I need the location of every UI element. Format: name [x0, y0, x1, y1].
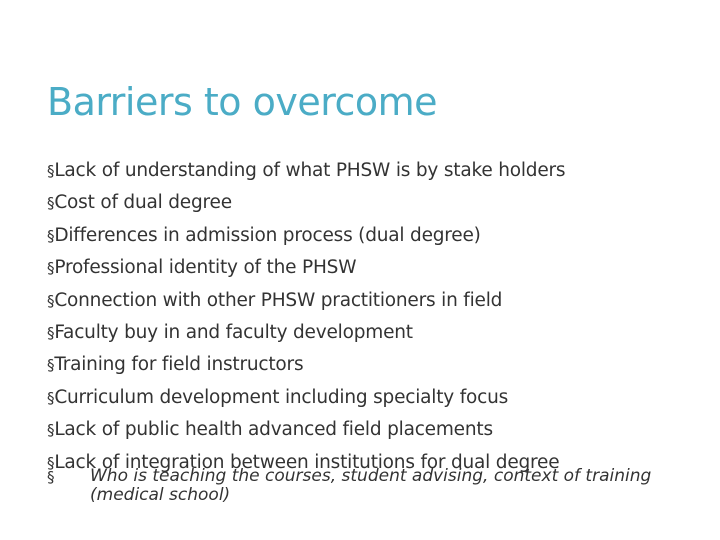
- bullet-list: [47, 155, 687, 479]
- bullet-marker-icon: §: [47, 162, 55, 180]
- bullet-item: [47, 252, 687, 284]
- bullet-text: Differences in admission process (dual degree): [54, 224, 481, 246]
- bullet-marker-icon: §: [47, 324, 55, 343]
- slide-title: Barriers to overcome: [47, 80, 438, 124]
- bullet-item: [47, 155, 687, 187]
- bullet-text: Lack of public health advanced field placements: [54, 419, 493, 441]
- bullet-item: [47, 285, 687, 317]
- bullet-text: Faculty buy in and faculty development: [54, 322, 413, 344]
- bullet-text: Curriculum development including specialty focus: [54, 386, 509, 408]
- bullet-marker-icon: §: [47, 421, 55, 440]
- bullet-text: Lack of integration between institutions for dual degree: [54, 451, 560, 473]
- bullet-item: [47, 382, 687, 414]
- bullet-marker-icon: §: [47, 291, 55, 310]
- bullet-marker-icon: §: [47, 453, 55, 472]
- bullet-text: Cost of dual degree: [54, 192, 232, 214]
- bullet-item: [47, 414, 687, 446]
- bullet-item: [47, 317, 687, 349]
- bullet-text: Connection with other PHSW practitioners in field: [54, 289, 503, 311]
- bullet-text: Lack of understanding of what PHSW is by stake holders: [54, 160, 566, 181]
- bullet-marker-icon: §: [47, 356, 55, 375]
- bullet-item: [47, 349, 687, 381]
- bullet-text: Professional identity of the PHSW: [54, 257, 357, 279]
- sub-bullet-item: [47, 467, 687, 505]
- bullet-text: Training for field instructors: [54, 354, 304, 376]
- bullet-marker-icon: §: [47, 259, 55, 278]
- sub-bullet-text: Who is teaching the courses, student advising, context of training (medical school): [90, 466, 652, 505]
- bullet-marker-icon: §: [47, 388, 55, 407]
- bullet-item: [47, 187, 687, 219]
- bullet-marker-icon: §: [47, 194, 55, 213]
- bullet-item: [47, 220, 687, 252]
- bullet-marker-icon: §: [47, 226, 55, 245]
- sub-bullet-marker-icon: §: [47, 468, 55, 486]
